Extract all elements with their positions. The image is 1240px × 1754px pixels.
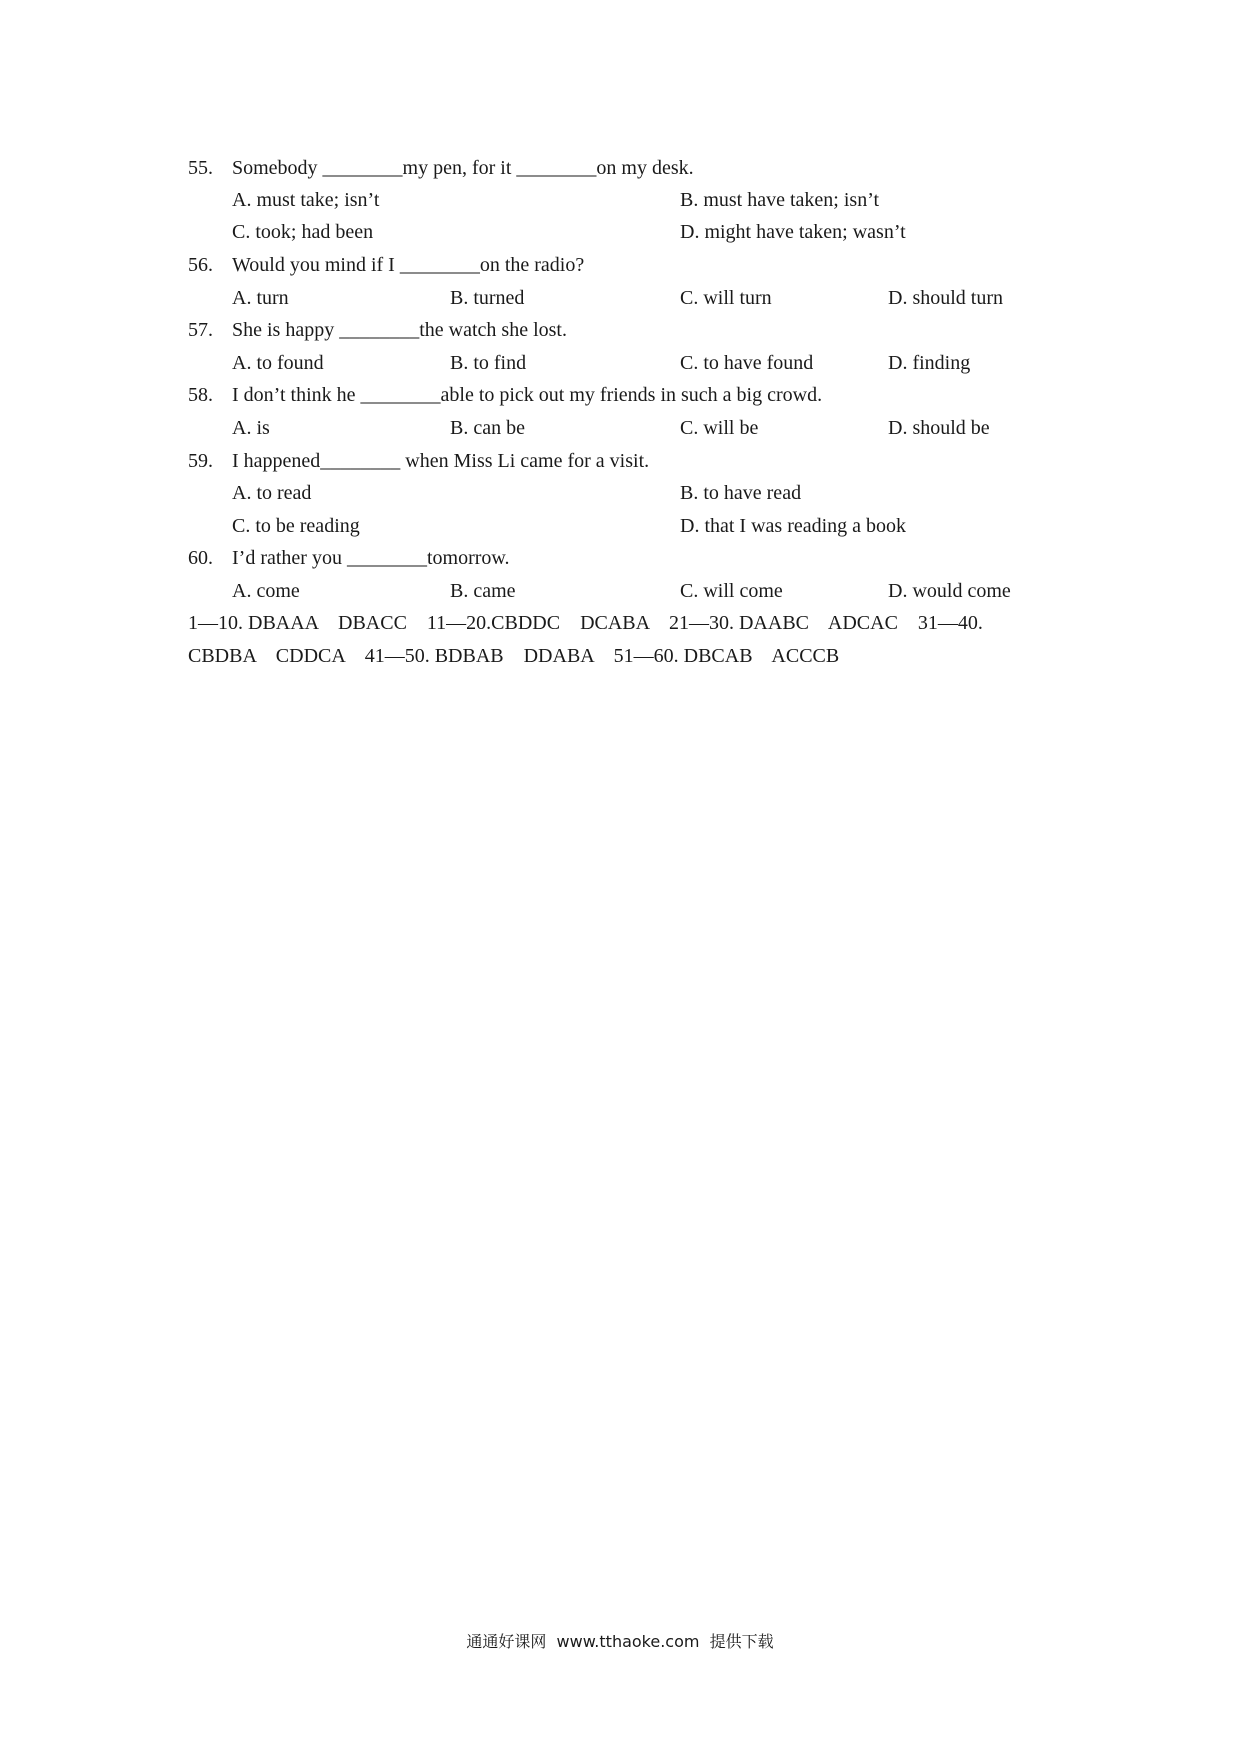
question-number: 59. <box>188 450 213 472</box>
question-58 <box>188 383 822 407</box>
question-stem: I’d rather you ________tomorrow. <box>232 547 510 569</box>
option-a: A. to read <box>232 482 312 504</box>
option-c: C. will turn <box>680 287 772 309</box>
question-number: 57. <box>188 319 213 341</box>
option-a: A. turn <box>232 287 289 309</box>
option-d: D. should be <box>888 417 990 439</box>
option-d: D. finding <box>888 352 971 374</box>
question-number: 55. <box>188 157 213 179</box>
question-stem: Somebody ________my pen, for it ________on my desk. <box>232 157 694 179</box>
answer-key-line-2: CBDBA CDDCA 41—50. BDBAB DDABA 51—60. DBCAB ACCCB <box>188 645 840 667</box>
option-c: C. to be reading <box>232 515 360 537</box>
option-a: A. come <box>232 580 300 602</box>
question-stem: Would you mind if I ________on the radio? <box>232 254 585 276</box>
question-stem: I happened________ when Miss Li came for a visit. <box>232 450 650 472</box>
option-b: B. to have read <box>680 482 802 504</box>
option-c: C. will be <box>680 417 759 439</box>
question-55 <box>188 156 694 180</box>
question-stem: She is happy ________the watch she lost. <box>232 319 567 341</box>
question-number: 58. <box>188 384 213 406</box>
question-60 <box>188 546 510 570</box>
option-a: A. to found <box>232 352 324 374</box>
option-d: D. should turn <box>888 287 1003 309</box>
option-d: D. might have taken; wasn’t <box>680 221 906 243</box>
option-c: C. took; had been <box>232 221 374 243</box>
option-d: D. would come <box>888 580 1011 602</box>
answer-key-line-1: 1—10. DBAAA DBACC 11—20.CBDDC DCABA 21—30. DAABC ADCAC 31—40. <box>188 612 983 634</box>
question-57 <box>188 318 567 342</box>
question-number: 60. <box>188 547 213 569</box>
option-a: A. must take; isn’t <box>232 189 380 211</box>
option-d: D. that I was reading a book <box>680 515 907 537</box>
question-59 <box>188 449 649 473</box>
option-c: C. will come <box>680 580 783 602</box>
option-b: B. turned <box>450 287 525 309</box>
question-56 <box>188 253 584 277</box>
option-b: B. can be <box>450 417 525 439</box>
question-stem: I don’t think he ________able to pick out my friends in such a big crowd. <box>232 384 823 406</box>
footer-watermark: 通通好课网 www.tthaoke.com 提供下载 <box>466 1632 774 1651</box>
option-b: B. came <box>450 580 516 602</box>
option-a: A. is <box>232 417 270 439</box>
option-c: C. to have found <box>680 352 814 374</box>
question-number: 56. <box>188 254 213 276</box>
option-b: B. to find <box>450 352 527 374</box>
option-b: B. must have taken; isn’t <box>680 189 880 211</box>
